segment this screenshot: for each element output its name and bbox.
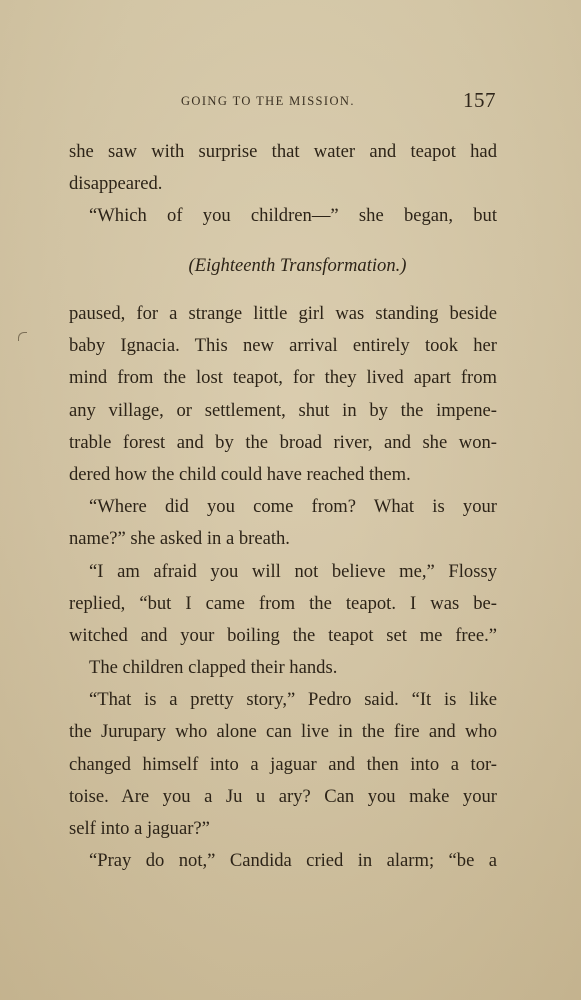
text-line: “Where did you come from? What is your (89, 496, 497, 518)
running-title: GOING TO THE MISSION. (181, 94, 355, 108)
text-line: she saw with surprise that water and teapot had (69, 141, 497, 162)
text-line: “Pray do not,” Candida cried in alarm; “be a (89, 850, 497, 872)
text-line: “I am afraid you will not believe me,” Flossy (89, 560, 497, 582)
text-line: replied, “but I came from the teapot. I was be- (69, 592, 497, 614)
illustration-caption: (Eighteenth Transformation.) (188, 255, 407, 276)
text-line: “That is a pretty story,” Pedro said. “It is like (89, 689, 497, 711)
text-line: The children clapped their hands. (89, 657, 338, 679)
text-line: “Which of you children—” she began, but (89, 205, 497, 227)
text-line: self into a jaguar?” (69, 818, 210, 839)
text-block-main (69, 298, 497, 877)
text-block-top (69, 136, 497, 233)
margin-mark (18, 332, 27, 341)
text-line: disappeared. (69, 173, 163, 195)
text-line: baby Ignacia. This new arrival entirely took her (69, 335, 497, 357)
page-number: 157 (463, 88, 496, 112)
text-line: name?” she asked in a breath. (69, 528, 290, 550)
text-line: any village, or settlement, shut in by the impene- (69, 399, 497, 421)
text-line: the Jurupary who alone can live in the fire and who (69, 721, 497, 743)
text-line: mind from the lost teapot, for they lived apart from (69, 367, 497, 389)
text-line: witched and your boiling the teapot set me free.” (69, 624, 497, 646)
text-line: changed himself into a jaguar and then into a tor- (69, 753, 497, 775)
text-line: dered how the child could have reached them. (69, 463, 411, 485)
text-line: trable forest and by the broad river, and she won- (69, 431, 497, 453)
text-line: toise. Are you a Ju u ary? Can you make your (69, 785, 497, 807)
text-line: paused, for a strange little girl was standing beside (69, 303, 497, 324)
